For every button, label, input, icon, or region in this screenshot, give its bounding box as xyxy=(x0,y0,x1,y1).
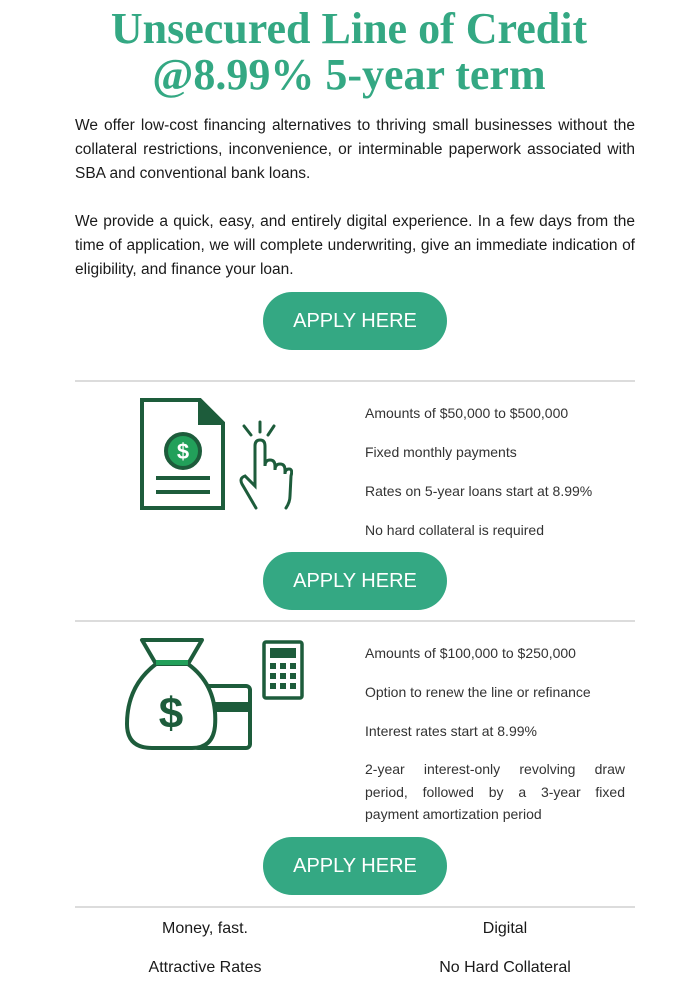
section-divider-1 xyxy=(75,380,635,382)
footer-benefit-money-fast: Money, fast. xyxy=(162,920,248,937)
footer-benefit-attractive-rates: Attractive Rates xyxy=(148,959,262,976)
apply-here-button-2[interactable]: APPLY HERE xyxy=(263,552,447,610)
feature-1-3: Rates on 5-year loans start at 8.99% xyxy=(365,483,593,499)
section-divider-2 xyxy=(75,620,635,622)
document-dollar-and-tap-hand-icon xyxy=(138,396,293,514)
intro-paragraph-1: We offer low-cost financing alternatives to thriving small businesses without the collateral restrictions, inconvenience, or interminable paperwork associated with SBA and conventional bank loans. xyxy=(75,117,635,182)
feature-2-3: Interest rates start at 8.99% xyxy=(365,723,537,739)
feature-1-1: Amounts of $50,000 to $500,000 xyxy=(365,405,569,421)
title-line-1: Unsecured Line of Credit xyxy=(110,4,588,53)
section-divider-3 xyxy=(75,906,635,908)
apply-here-button-1[interactable]: APPLY HERE xyxy=(263,292,447,350)
feature-2-1: Amounts of $100,000 to $250,000 xyxy=(365,645,576,661)
footer-benefit-digital: Digital xyxy=(482,920,528,937)
page-title xyxy=(0,6,698,98)
feature-1-2: Fixed monthly payments xyxy=(365,444,517,460)
feature-1-4: No hard collateral is required xyxy=(365,522,544,538)
svg-text:$: $ xyxy=(176,439,190,464)
apply-here-button-3[interactable]: APPLY HERE xyxy=(263,837,447,895)
feature-2-2: Option to renew the line or refinance xyxy=(365,684,591,700)
footer-benefit-no-hard-collateral: No Hard Collateral xyxy=(439,959,571,976)
feature-2-4: 2-year interest-only revolving draw period, followed by a 3-year fixed payment amortization period xyxy=(365,761,625,822)
title-line-2: @8.99% 5-year term xyxy=(152,50,546,99)
money-bag-card-calculator-icon xyxy=(122,636,307,752)
svg-text:$: $ xyxy=(158,689,184,738)
intro-paragraph-2: We provide a quick, easy, and entirely digital experience. In a few days from the time of application, we will complete underwriting, give an immediate indication of eligibility, and finance your loan. xyxy=(75,213,635,278)
